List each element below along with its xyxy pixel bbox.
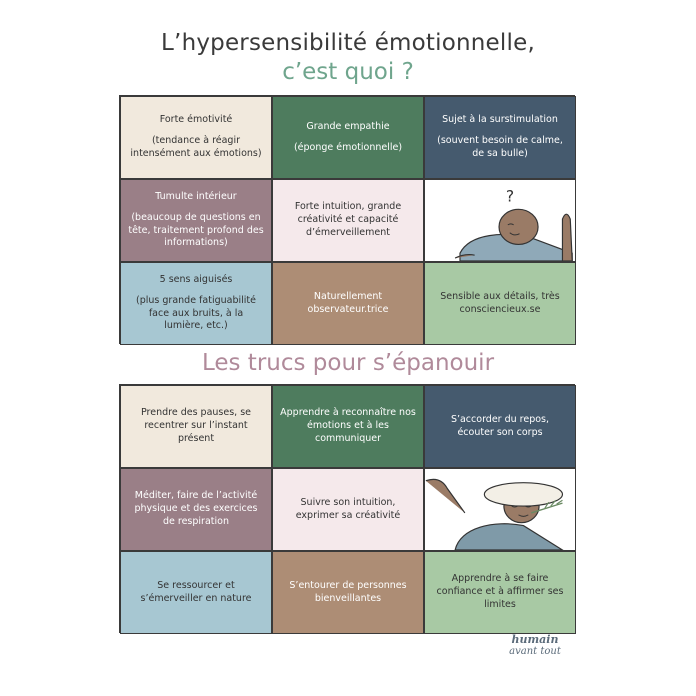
cell-title: Sujet à la surstimulation bbox=[442, 114, 558, 126]
cell-nature bbox=[120, 551, 272, 634]
cell-5-sens bbox=[120, 262, 272, 345]
cell-title: Forte émotivité bbox=[159, 114, 233, 126]
cell-title: 5 sens aiguisés bbox=[159, 273, 233, 285]
thinking-person-icon bbox=[424, 179, 576, 262]
question-mark: ? bbox=[505, 187, 515, 206]
cell-title: Apprendre à se faire confiance et à affirmer ses limites bbox=[436, 573, 564, 610]
cell-observateur bbox=[272, 262, 424, 345]
cell-forte-emotivite bbox=[120, 96, 272, 179]
cell-surstimulation bbox=[424, 96, 576, 179]
definition-grid bbox=[119, 95, 575, 344]
tips-grid bbox=[119, 384, 575, 633]
cell-subtitle: (plus grande fatiguabilité face aux bruits, à la lumière, etc.) bbox=[136, 294, 256, 332]
cell-title: Naturellement observateur.trice bbox=[307, 290, 389, 315]
cell-subtitle: (éponge émotionnelle) bbox=[293, 141, 403, 153]
relaxed-person-with-hat-icon bbox=[424, 468, 576, 551]
cell-title: Prendre des pauses, se recentrer sur l’instant présent bbox=[140, 407, 251, 444]
cell-subtitle: (beaucoup de questions en tête, traitement profond des informations) bbox=[128, 211, 264, 249]
main-title-line2: c’est quoi ? bbox=[282, 59, 414, 85]
cell-tumulte-interieur bbox=[120, 179, 272, 262]
brand-signature bbox=[498, 634, 572, 657]
cell-bienveillantes bbox=[272, 551, 424, 634]
cell-subtitle: (souvent besoin de calme, de sa bulle) bbox=[437, 135, 563, 159]
cell-title: Apprendre à reconnaître nos émotions et à les communiquer bbox=[280, 407, 416, 444]
cell-title: Tumulte intérieur bbox=[155, 190, 237, 202]
cell-intuition bbox=[272, 468, 424, 551]
cell-title: Forte intuition, grande créativité et capacité d’émerveillement bbox=[294, 201, 402, 238]
cell-title: Suivre son intuition, exprimer sa créativité bbox=[295, 496, 401, 521]
cell-confiance bbox=[424, 551, 576, 634]
cell-title: S’accorder du repos, écouter son corps bbox=[450, 413, 550, 438]
cell-prendre-pauses bbox=[120, 385, 272, 468]
signature-line1: humain bbox=[511, 633, 559, 646]
cell-reconnaitre-emotions bbox=[272, 385, 424, 468]
cell-forte-intuition bbox=[272, 179, 424, 262]
cell-title: Méditer, faire de l’activité physique et des exercices de respiration bbox=[134, 490, 258, 527]
cell-sensible-details bbox=[424, 262, 576, 345]
main-title-line1: L’hypersensibilité émotionnelle, bbox=[161, 30, 535, 56]
cell-title: Se ressourcer et s’émerveiller en nature bbox=[140, 579, 252, 604]
cell-title: S’entourer de personnes bienveillantes bbox=[289, 579, 407, 604]
cell-title: Sensible aux détails, très consciencieux.se bbox=[440, 290, 560, 315]
section-title-tips: Les trucs pour s’épanouir bbox=[201, 350, 495, 376]
cell-repos bbox=[424, 385, 576, 468]
cell-mediter bbox=[120, 468, 272, 551]
cell-title: Grande empathie bbox=[306, 120, 390, 132]
cell-subtitle: (tendance à réagir intensément aux émotions) bbox=[130, 135, 262, 159]
cell-grande-empathie bbox=[272, 96, 424, 179]
signature-line2: avant tout bbox=[509, 646, 561, 658]
